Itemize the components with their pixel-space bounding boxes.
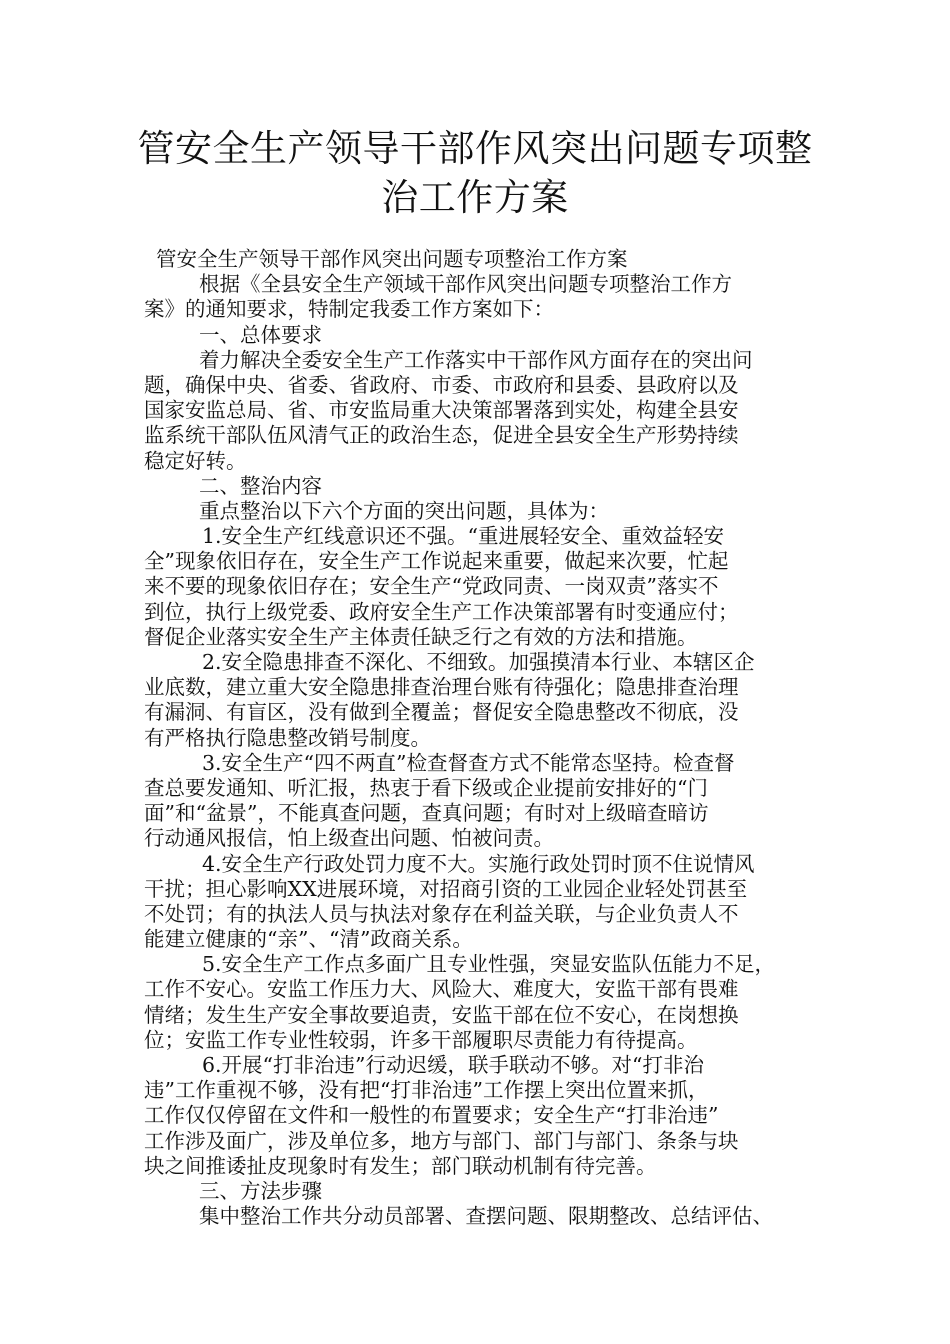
body-line: 查总要发通知、听汇报，热衷于看下级或企业提前安排好的“门 bbox=[144, 775, 708, 800]
body-line: 3.安全生产“四不两直”检查督查方式不能常态坚持。检查督 bbox=[202, 750, 735, 775]
body-line: 面”和“盆景”，不能真查问题，查真问题；有时对上级暗查暗访 bbox=[144, 801, 709, 826]
body-line: 集中整治工作共分动员部署、查摆问题、限期整改、总结评估、 bbox=[199, 1204, 773, 1229]
body-line: 二、整治内容 bbox=[199, 473, 322, 498]
body-line: 重点整治以下六个方面的突出问题，具体为： bbox=[199, 498, 609, 523]
body-line: 6.开展“打非治违”行动迟缓，联手联动不够。对“打非治 bbox=[202, 1053, 704, 1077]
body-line: 违”工作重视不够，没有把“打非治违”工作摆上突出位置来抓， bbox=[144, 1078, 709, 1103]
body-line: 稳定好转。 bbox=[144, 448, 247, 473]
body-line: 国家安监总局、省、市安监局重大决策部署落到实处，构建全县安 bbox=[144, 398, 739, 423]
body-line: 业底数，建立重大安全隐患排查治理台账有待强化；隐患排查治理 bbox=[144, 675, 739, 700]
body-line: 一、总体要求 bbox=[199, 322, 322, 347]
body-line: 4.安全生产行政处罚力度不大。实施行政处罚时顶不住说情风 bbox=[202, 851, 755, 876]
body-line: 到位，执行上级党委、政府安全生产工作决策部署有时变通应付； bbox=[144, 599, 739, 624]
document-body bbox=[144, 247, 809, 1229]
body-line: 工作仅仅停留在文件和一般性的布置要求；安全生产“打非治违” bbox=[144, 1103, 719, 1128]
body-line: 块之间推诿扯皮现象时有发生；部门联动机制有待完善。 bbox=[144, 1153, 657, 1178]
body-line: 能建立健康的“亲”、“清”政商关系。 bbox=[144, 927, 473, 952]
body-line: 工作不安心。安监工作压力大、风险大、难度大，安监干部有畏难 bbox=[144, 977, 739, 1002]
body-line: 不处罚；有的执法人员与执法对象存在利益关联，与企业负责人不 bbox=[144, 901, 739, 926]
body-line: 5.安全生产工作点多面广且专业性强，突显安监队伍能力不足， bbox=[202, 952, 776, 977]
body-line: 2.安全隐患排查不深化、不细致。加强摸清本行业、本辖区企 bbox=[202, 650, 755, 674]
body-line: 三、方法步骤 bbox=[199, 1178, 322, 1203]
document-title bbox=[120, 124, 830, 222]
body-line: 案》的通知要求，特制定我委工作方案如下： bbox=[144, 297, 554, 322]
body-line: 督促企业落实安全生产主体责任缺乏行之有效的方法和措施。 bbox=[144, 624, 698, 649]
body-line: 全”现象依旧存在，安全生产工作说起来重要，做起来次要，忙起 bbox=[144, 549, 729, 574]
body-line: 题，确保中央、省委、省政府、市委、市政府和县委、县政府以及 bbox=[144, 372, 739, 397]
body-line: 位；安监工作专业性较弱，许多干部履职尽责能力有待提高。 bbox=[144, 1027, 698, 1052]
body-line: 工作涉及面广，涉及单位多，地方与部门、部门与部门、条条与块 bbox=[144, 1128, 739, 1153]
body-line: 有漏洞、有盲区，没有做到全覆盖；督促安全隐患整改不彻底，没 bbox=[144, 700, 739, 725]
body-line: 行动通风报信，怕上级查出问题、怕被问责。 bbox=[144, 826, 554, 851]
body-line: 干扰；担心影响XX进展环境，对招商引资的工业园企业轻处罚甚至 bbox=[144, 876, 748, 901]
body-line: 根据《全县安全生产领域干部作风突出问题专项整治工作方 bbox=[199, 272, 732, 297]
body-line: 管安全生产领导干部作风突出问题专项整治工作方案 bbox=[156, 247, 628, 271]
body-line: 来不要的现象依旧存在；安全生产“党政同责、一岗双责”落实不 bbox=[144, 574, 719, 599]
body-line: 着力解决全委安全生产工作落实中干部作风方面存在的突出问 bbox=[199, 347, 753, 372]
document-title-line: 治工作方案 bbox=[381, 176, 569, 219]
body-line: 有严格执行隐患整改销号制度。 bbox=[144, 725, 431, 750]
body-line: 情绪；发生生产安全事故要追责，安监干部在位不安心，在岗想换 bbox=[144, 1002, 739, 1027]
body-line: 监系统干部队伍风清气正的政治生态，促进全县安全生产形势持续 bbox=[144, 423, 739, 448]
document-title-line: 管安全生产领导干部作风突出问题专项整 bbox=[137, 127, 813, 170]
body-line: 1.安全生产红线意识还不强。“重进展轻安全、重效益轻安 bbox=[202, 524, 725, 549]
